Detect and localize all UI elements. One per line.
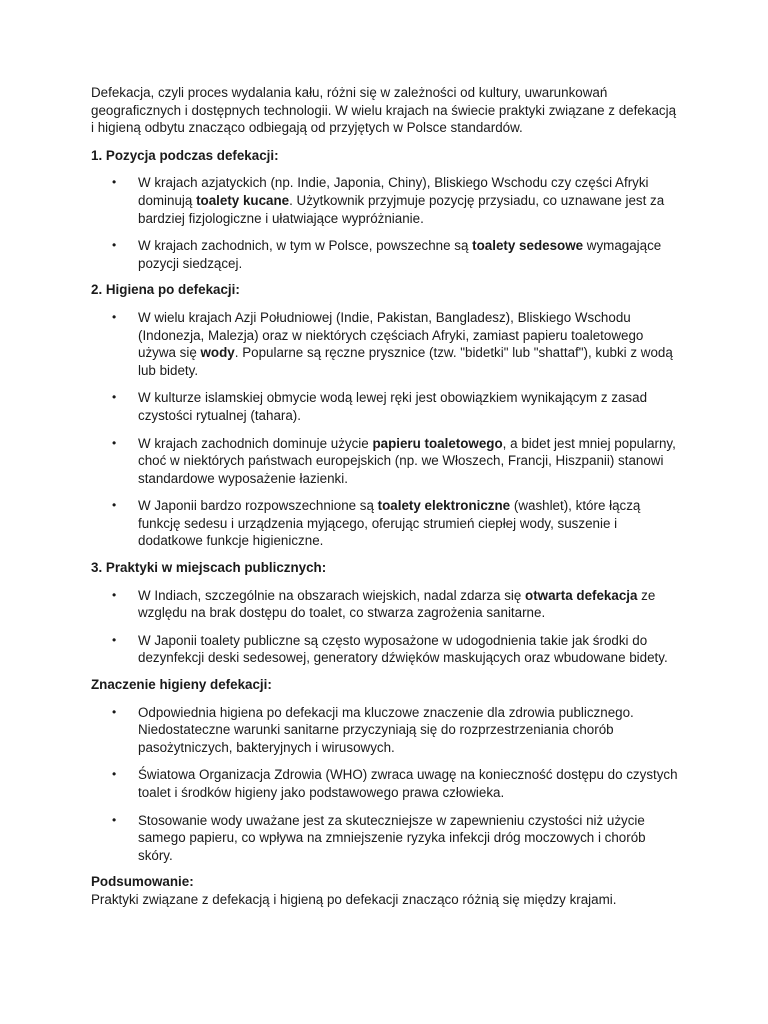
list-item (91, 309, 681, 379)
sections-container (91, 147, 681, 865)
list-item-text: W kulturze islamskiej obmycie wodą lewej ręki jest obowiązkiem wynikającym z zasad czystości rytualnej (tahara). (138, 390, 648, 423)
bullet-icon: • (112, 498, 117, 513)
list-item-emphasis: toalety kucane (196, 192, 290, 208)
list-item-emphasis: wody (200, 345, 235, 361)
list-item (91, 632, 681, 667)
list-item-text: wymagające pozycji siedzącej. (138, 238, 662, 271)
bullet-icon: • (112, 309, 117, 324)
bullet-list (91, 704, 681, 865)
list-item (91, 435, 681, 488)
list-item-text: W Japonii toalety publiczne są często wyposażone w udogodnienia takie jak środki do dezynfekcji deski sedesowej, generatory dźwięków maskujących oraz wbudowane bidety. (138, 632, 668, 666)
list-item-text: ze względu na brak dostępu do toalet, co stwarza zagrożenia sanitarne. (138, 587, 656, 621)
list-item-text: W Indiach, szczególnie na obszarach wiejskich, nadal zdarza się (138, 587, 526, 603)
list-item-text: W Japonii bardzo rozpowszechnione są (138, 498, 378, 514)
list-item-emphasis: toalety sedesowe (472, 238, 584, 254)
list-item-text: (washlet), które łączą funkcję sedesu i urządzenia myjącego, oferując strumień ciepłej wody, suszenie i dodatkowe funkcje higieniczne. (138, 498, 641, 549)
list-item (91, 389, 681, 424)
bullet-icon: • (112, 238, 117, 253)
bullet-list (91, 309, 681, 550)
bullet-icon: • (112, 767, 117, 782)
list-item-text: Odpowiednia higiena po defekacji ma kluczowe znaczenie dla zdrowia publicznego. Niedostateczne warunki sanitarne przyczyniają się do rozprzestrzeniania chorób pasożytniczych, bakteryjnych i wirusowych. (138, 704, 634, 755)
section-heading: 1. Pozycja podczas defekacji: (91, 147, 279, 163)
bullet-icon: • (112, 435, 117, 450)
list-item-text: W krajach zachodnich dominuje użycie (138, 435, 373, 451)
list-item-text: . Popularne są ręczne prysznice (tzw. "bidetki" lub "shattaf"), kubki z wodą lub bidety. (138, 345, 673, 378)
list-item-emphasis: otwarta defekacja (525, 587, 638, 603)
list-item-text: Światowa Organizacja Zdrowia (WHO) zwraca uwagę na konieczność dostępu do czystych toalet i środków higieny jako podstawowego prawa człowieka. (138, 767, 678, 800)
section-heading: 2. Higiena po defekacji: (91, 282, 240, 298)
list-item-emphasis: papieru toaletowego (372, 435, 503, 451)
bullet-icon: • (112, 704, 117, 719)
list-item (91, 497, 681, 550)
list-item (91, 587, 681, 622)
summary-heading: Podsumowanie: (91, 874, 194, 890)
list-item-emphasis: toalety elektroniczne (377, 498, 511, 514)
list-item-text: W krajach zachodnich, w tym w Polsce, powszechne są (138, 238, 473, 254)
bullet-list (91, 174, 681, 272)
list-item (91, 174, 681, 227)
list-item-text: , a bidet jest mniej popularny, choć w niektórych państwach europejskich (np. we Włoszech, Francji, Hiszpanii) stanowi standardowe wyposażenie łazienki. (138, 435, 676, 486)
summary-text: Praktyki związane z defekacją i higieną po defekacji znacząco różnią się między krajami. (91, 891, 617, 907)
bullet-icon: • (112, 632, 117, 647)
section-heading: Znaczenie higieny defekacji: (91, 677, 272, 693)
bullet-icon: • (112, 390, 117, 405)
bullet-list (91, 587, 681, 667)
list-item (91, 766, 681, 801)
bullet-icon: • (112, 175, 117, 190)
intro-paragraph: Defekacja, czyli proces wydalania kału, różni się w zależności od kultury, uwarunkowań geograficznych i dostępnych technologii. W wielu krajach na świecie praktyki związane z defekacją i higieną odbytu znacząco odbiegają od przyjętych w Polsce standardów. (91, 85, 677, 136)
list-item (91, 237, 681, 272)
list-item-text: Stosowanie wody uważane jest za skuteczniejsze w zapewnieniu czystości niż użycie samego papieru, co wpływa na zmniejszenie ryzyka infekcji dróg moczowych i chorób skóry. (138, 812, 646, 863)
bullet-icon: • (112, 812, 117, 827)
list-item (91, 704, 681, 757)
list-item-text: W krajach azjatyckich (np. Indie, Japonia, Chiny), Bliskiego Wschodu czy części Afryki dominują (138, 175, 649, 208)
list-item-text: . Użytkownik przyjmuje pozycję przysiadu, co uznawane jest za bardziej fizjologiczne i ułatwiające wypróżnianie. (138, 192, 665, 226)
list-item (91, 812, 681, 865)
section-heading: 3. Praktyki w miejscach publicznych: (91, 560, 327, 576)
document-body (91, 84, 681, 909)
bullet-icon: • (112, 587, 117, 602)
list-item-text: W wielu krajach Azji Południowej (Indie, Pakistan, Bangladesz), Bliskiego Wschodu (Indonezja, Malezja) oraz w niektórych częściach Afryki, zamiast papieru toaletowego używa się (138, 309, 644, 361)
